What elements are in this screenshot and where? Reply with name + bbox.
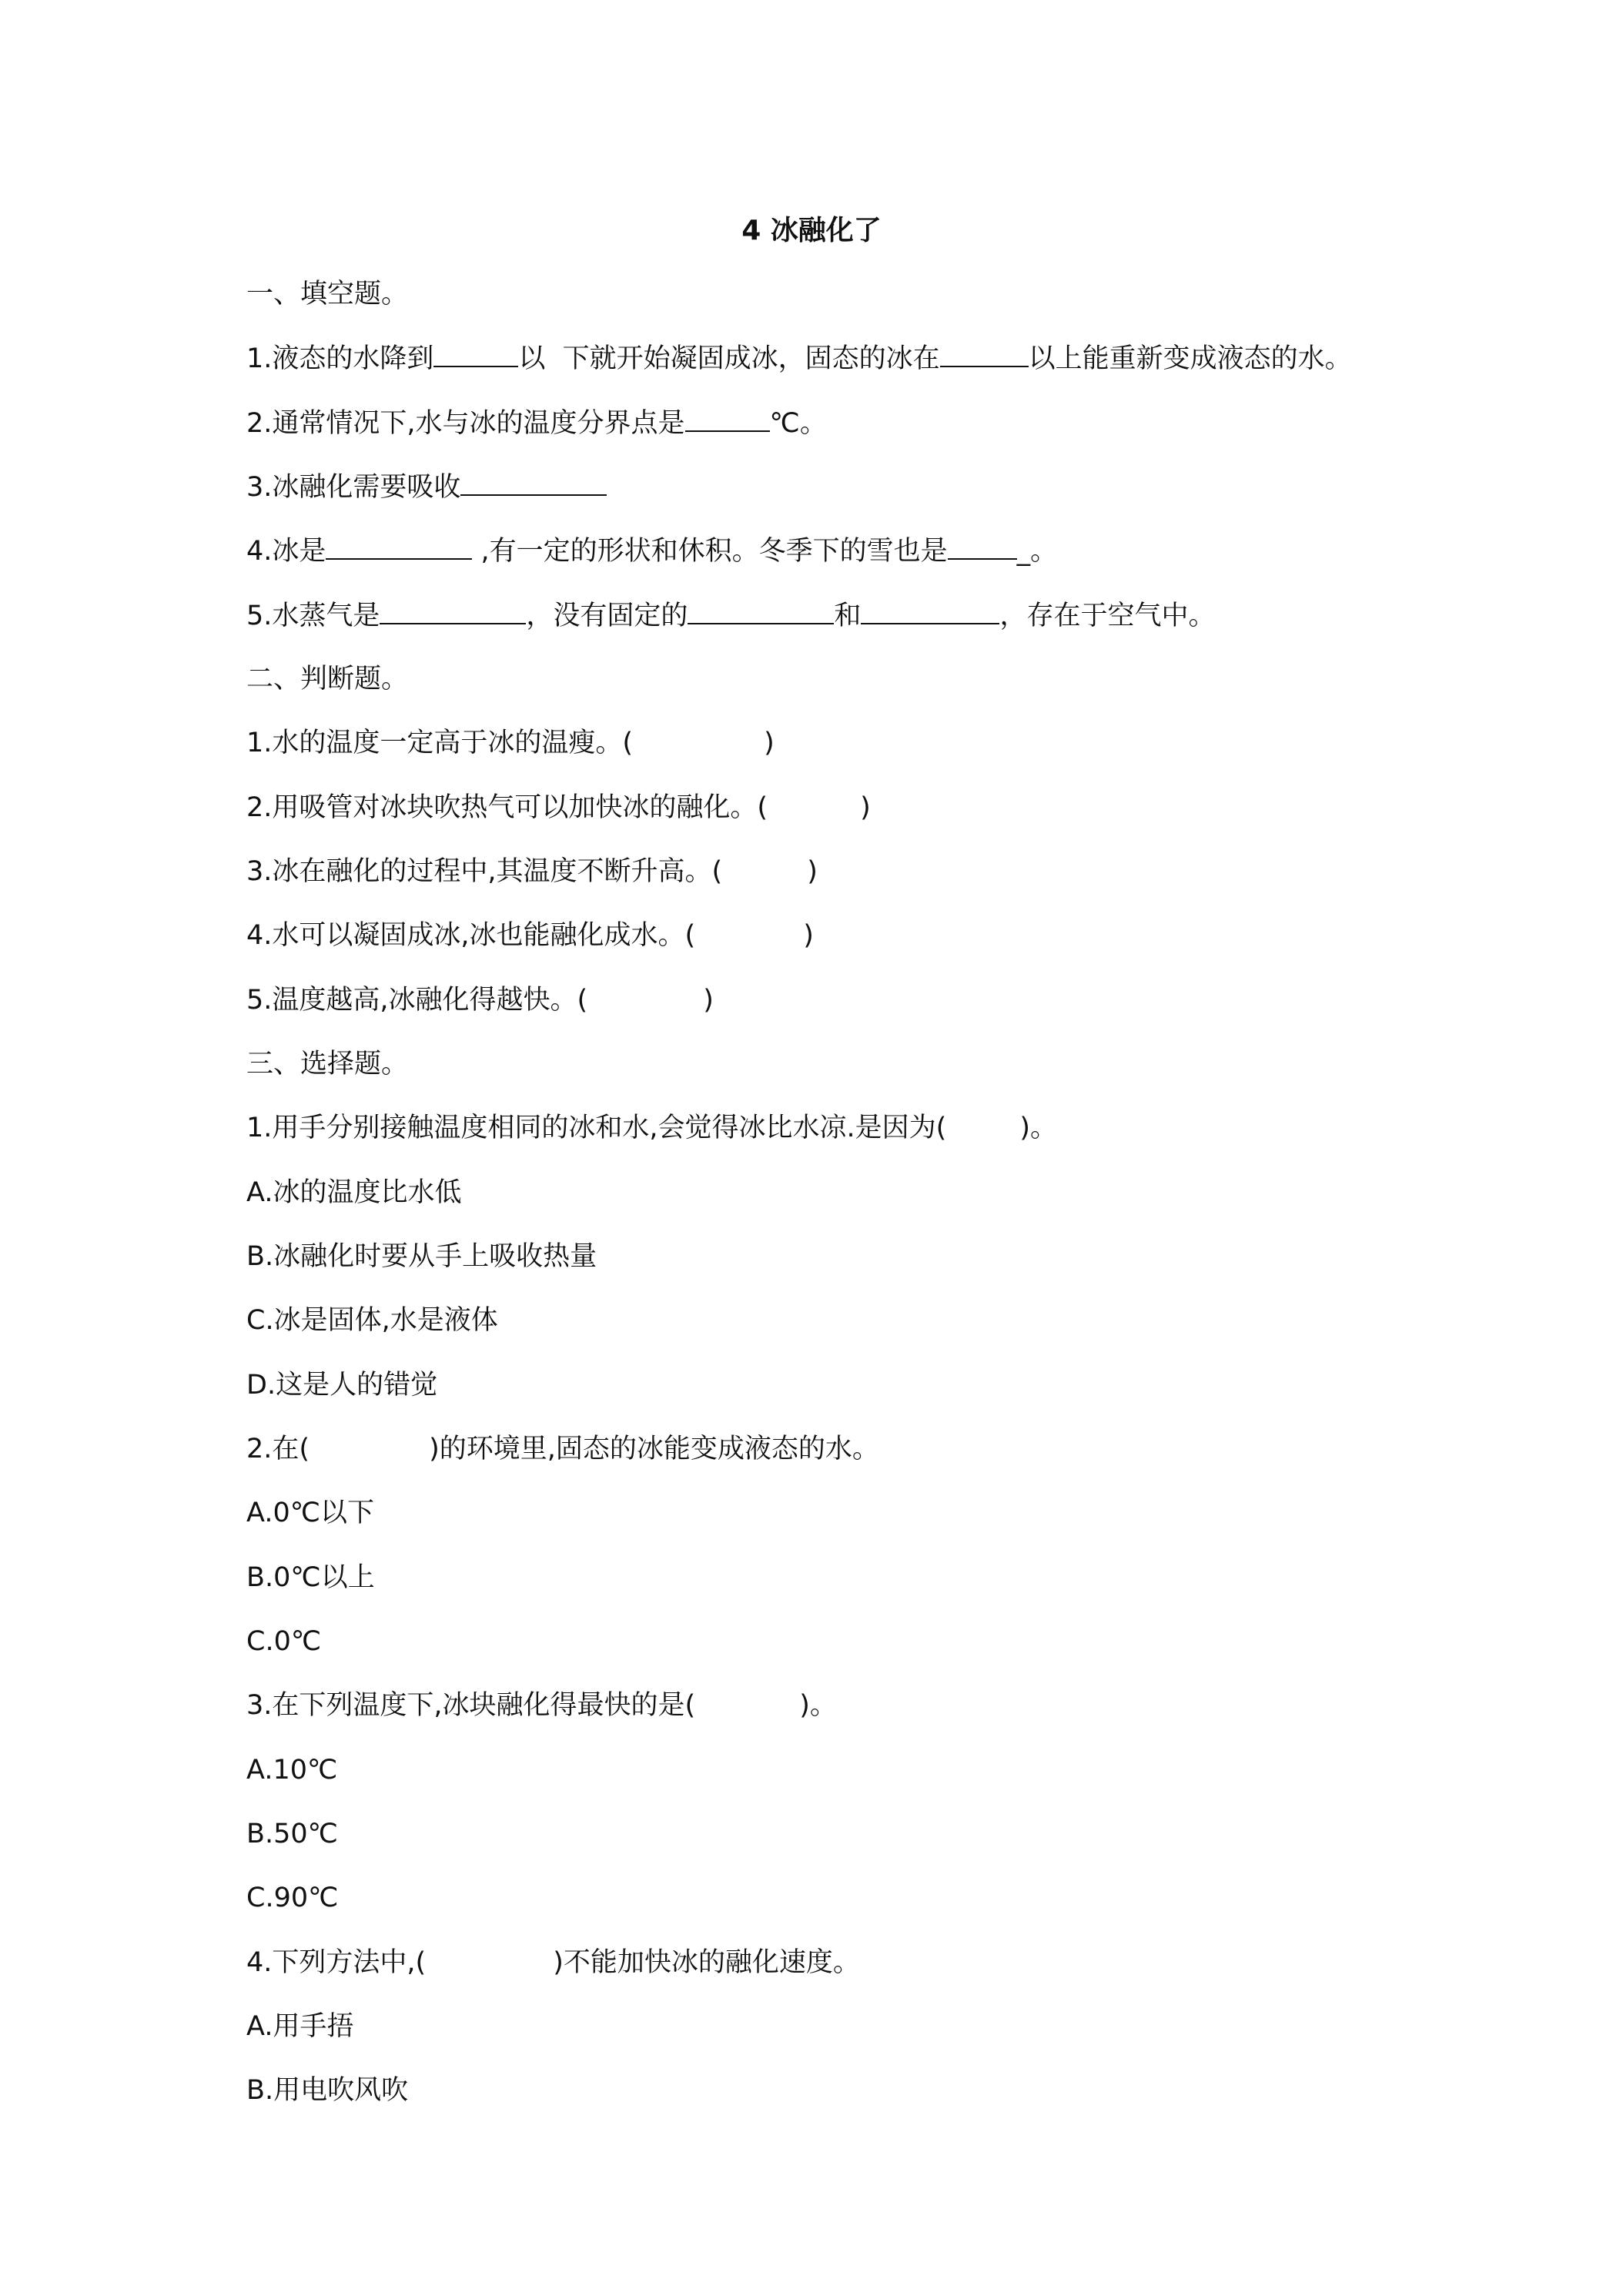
answer-blank[interactable]: [380, 598, 526, 624]
choice-question-2: [246, 1432, 879, 1466]
choice-option[interactable]: B.50℃: [246, 1819, 338, 1849]
question-text: )不能加快冰的融化速度。: [553, 1947, 860, 1978]
question-text: 3.冰融化需要吸收: [246, 472, 461, 503]
question-text: 4.下列方法中,(: [246, 1947, 427, 1978]
question-text: 1.用手分别接触温度相同的冰和水,会觉得冰比水凉.是因为(: [246, 1113, 947, 1143]
question-text: ): [807, 856, 818, 887]
answer-blank[interactable]: [940, 341, 1029, 367]
choice-question-1: [246, 1111, 1057, 1145]
page-title: 4 冰融化了: [741, 215, 882, 246]
choice-question-4: [246, 1946, 860, 1980]
choice-option[interactable]: C.90℃: [246, 1883, 339, 1913]
question-text: 1.液态的水降到: [246, 343, 434, 374]
question-text: ): [860, 792, 871, 823]
answer-blank[interactable]: [688, 598, 834, 624]
question-text: 4.水可以凝固成冰,冰也能融化成水。(: [246, 920, 696, 951]
question-text: 1.水的温度一定高于冰的温瘦。(: [246, 728, 634, 758]
judge-question-2: [246, 791, 871, 825]
choice-option[interactable]: C.冰是固体,水是液体: [246, 1305, 498, 1336]
question-text: ，没有固定的: [526, 601, 688, 631]
choice-question-3: [246, 1689, 837, 1722]
question-text: 2.通常情况下,水与冰的温度分界点是: [246, 408, 685, 439]
section-2-heading: 二、判断题。: [246, 664, 409, 694]
choice-option[interactable]: B.冰融化时要从手上吸收热量: [246, 1241, 597, 1272]
question-text: )。: [799, 1690, 837, 1721]
choice-option[interactable]: C.0℃: [246, 1626, 322, 1657]
answer-blank[interactable]: [433, 341, 518, 367]
question-text: 2.在(: [246, 1434, 310, 1464]
fill-question-4: [246, 534, 1057, 568]
fill-question-1: [246, 341, 1352, 376]
question-text: ℃。: [769, 408, 827, 439]
choice-option[interactable]: B.用电吹风吹: [246, 2075, 409, 2106]
question-text: 3.在下列温度下,冰块融化得最快的是(: [246, 1690, 696, 1721]
question-text: 3.冰在融化的过程中,其温度不断升高。(: [246, 856, 723, 887]
question-text: 5.水蒸气是: [246, 601, 380, 631]
choice-option[interactable]: A.用手捂: [246, 2011, 354, 2042]
choice-option[interactable]: A.冰的温度比水低: [246, 1177, 462, 1208]
question-text: 以 下就开始凝固成冰，固态的冰在: [518, 343, 940, 374]
answer-blank[interactable]: [326, 534, 472, 560]
section-1-heading: 一、填空题。: [246, 279, 409, 310]
question-text: ,有一定的形状和休积。冬季下的雪也是: [472, 536, 948, 567]
choice-option[interactable]: A.0℃以下: [246, 1498, 375, 1528]
question-text: 5.温度越高,冰融化得越快。(: [246, 985, 588, 1016]
question-text: )的环境里,固态的冰能变成液态的水。: [429, 1434, 879, 1464]
judge-question-4: [246, 919, 814, 952]
choice-option[interactable]: B.0℃以上: [246, 1562, 375, 1593]
question-text: 4.冰是: [246, 536, 326, 567]
question-text: ): [703, 985, 714, 1016]
fill-question-3: [246, 470, 607, 504]
judge-question-1: [246, 726, 775, 760]
question-text: )。: [1019, 1113, 1057, 1143]
section-3-heading: 三、选择题。: [246, 1049, 409, 1079]
question-text: ，存在于空气中。: [999, 601, 1216, 631]
question-text: 以上能重新变成液态的水。: [1028, 343, 1352, 374]
judge-question-5: [246, 983, 714, 1017]
question-text: _。: [1016, 536, 1058, 567]
question-text: ): [764, 728, 775, 758]
answer-blank[interactable]: [460, 470, 607, 496]
fill-question-2: [246, 406, 827, 440]
choice-option[interactable]: A.10℃: [246, 1755, 338, 1786]
question-text: 和: [834, 601, 862, 631]
choice-option[interactable]: D.这是人的错觉: [246, 1370, 438, 1401]
answer-blank[interactable]: [685, 406, 770, 432]
judge-question-3: [246, 855, 818, 889]
answer-blank[interactable]: [948, 534, 1017, 560]
question-text: 2.用吸管对冰块吹热气可以加快冰的融化。(: [246, 792, 768, 823]
answer-blank[interactable]: [861, 598, 999, 624]
fill-question-5: [246, 598, 1215, 633]
question-text: ): [803, 920, 814, 951]
